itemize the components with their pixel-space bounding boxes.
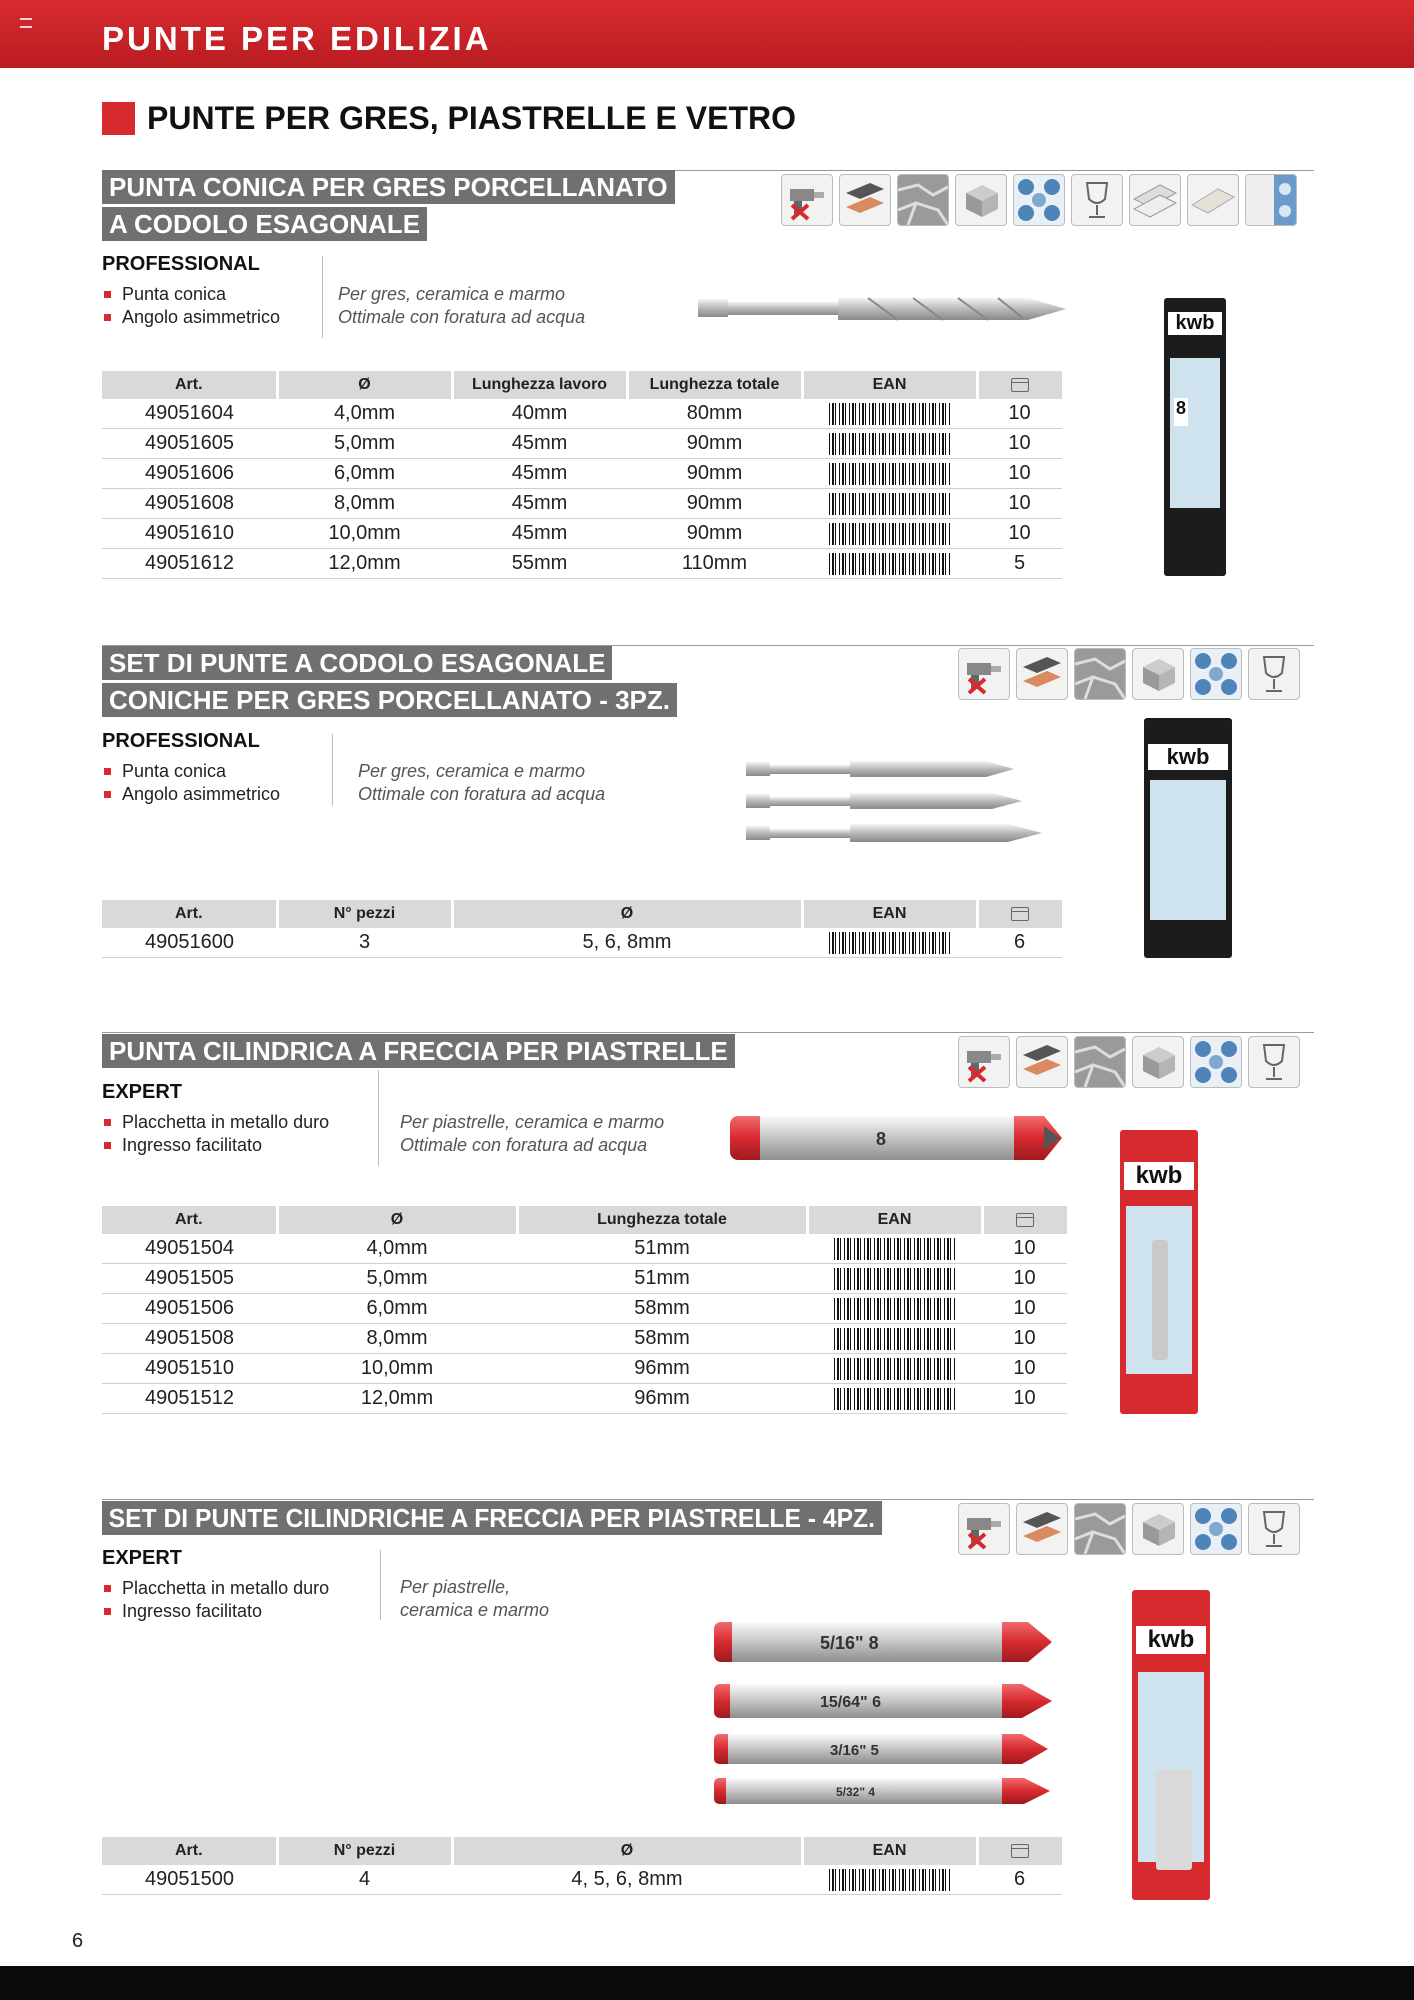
drill-size-label: 5/16" 8 [820,1633,879,1653]
marble-block-icon [955,174,1007,226]
drill-bit-image [698,290,1068,328]
material-icons [775,174,1297,226]
table-header [977,1837,1062,1865]
ceramic-tile-icon [1013,174,1065,226]
table-header: N° pezzi [277,1837,452,1865]
marble-block-icon [1132,1503,1184,1555]
drill-icon [958,1036,1010,1088]
glass-icon [1248,1036,1300,1088]
usage-notes: Per piastrelle, ceramica e marmo Ottimale con foratura ad acqua [400,1112,665,1155]
feature-item: Ingresso facilitato [102,1600,329,1623]
column-divider [380,1550,381,1620]
ceramic-tile-icon [1190,1503,1242,1555]
ean-barcode [829,493,951,515]
ean-barcode [829,403,951,425]
table-header: EAN [807,1206,982,1234]
feature-list [102,1111,329,1157]
feature-item: Placchetta in metallo duro [102,1577,329,1600]
spec-table [102,1837,1062,1895]
table-row: 49051600 3 5, 6, 8mm 6 [102,928,1062,958]
ceramic-tile-icon [1190,648,1242,700]
drill-size-label: 3/16" 5 [830,1742,879,1759]
marble-block-icon [1132,1036,1184,1088]
table-row: 49051506 6,0mm 58mm 10 [102,1294,1067,1324]
product-package-image: kwb [1132,1590,1210,1900]
ean-barcode [834,1328,956,1350]
usage-notes: Per piastrelle, ceramica e marmo [400,1577,550,1620]
stone-icon [1074,648,1126,700]
table-row: 49051606 6,0mm 45mm 90mm 10 [102,459,1062,489]
table-header: Lunghezza totale [517,1206,807,1234]
ean-barcode [834,1268,956,1290]
ean-barcode [834,1358,956,1380]
table-row: 49051504 4,0mm 51mm 10 [102,1234,1067,1264]
product-title [102,170,675,244]
spec-table [102,1206,1067,1414]
table-row: 49051508 8,0mm 58mm 10 [102,1324,1067,1354]
table-row: 49051505 5,0mm 51mm 10 [102,1264,1067,1294]
product-title-line: PUNTA CILINDRICA A FRECCIA PER PIASTRELLE [102,1034,735,1068]
drill-set-image [712,1620,1062,1806]
section-title [102,100,796,136]
product-tier: PROFESSIONAL [102,730,260,752]
product-title [102,646,677,720]
stone-icon [897,174,949,226]
product-package-image: kwb [1120,1130,1198,1414]
page-header-title: PUNTE PER EDILIZIA [102,20,492,57]
table-row: 49051500 4 4, 5, 6, 8mm 6 [102,1865,1062,1895]
material-icons [952,1503,1300,1555]
feature-list [102,1577,329,1623]
product-divider [102,1499,1314,1500]
ean-barcode [829,523,951,545]
product-title-line: SET DI PUNTE A CODOLO ESAGONALE [102,646,612,680]
ean-barcode [829,433,951,455]
header-bar [0,0,1414,68]
table-row: 49051604 4,0mm 40mm 80mm 10 [102,399,1062,429]
feature-item: Angolo asimmetrico [102,783,280,806]
drill-bit-image [726,1112,1066,1164]
package-qty-icon [1011,378,1029,392]
drill-icon [781,174,833,226]
table-header [977,900,1062,928]
product-package-image: kwb [1144,718,1232,958]
feature-item: Placchetta in metallo duro [102,1111,329,1134]
package-qty-icon [1011,1844,1029,1858]
product-package-image: kwb 8 [1164,298,1226,576]
section-marker [102,102,135,135]
ean-barcode [829,1869,951,1891]
table-row: 49051510 10,0mm 96mm 10 [102,1354,1067,1384]
spec-table [102,900,1062,958]
marble-slab-icon [1187,174,1239,226]
glass-icon [1071,174,1123,226]
table-header [982,1206,1067,1234]
feature-item: Angolo asimmetrico [102,306,280,329]
table-header: Ø [277,1206,517,1234]
section-title-text: PUNTE PER GRES, PIASTRELLE E VETRO [147,99,796,136]
table-header: Lunghezza totale [627,371,802,399]
drill-icon [958,1503,1010,1555]
table-row: 49051512 12,0mm 96mm 10 [102,1384,1067,1414]
feature-list [102,283,280,329]
table-header: Art. [102,1206,277,1234]
ean-barcode [834,1238,956,1260]
product-divider [102,1032,1314,1033]
glass-icon [1248,1503,1300,1555]
glass-icon [1248,648,1300,700]
table-header: Art. [102,371,277,399]
product-title [102,1034,735,1071]
table-row: 49051612 12,0mm 55mm 110mm 5 [102,549,1062,579]
drill-size-label: 15/64" 6 [820,1694,881,1711]
material-icons [952,1036,1300,1088]
drill-icon [958,648,1010,700]
package-qty-icon [1011,907,1029,921]
table-header: Ø [277,371,452,399]
product-title-line: PUNTA CONICA PER GRES PORCELLANATO [102,170,675,204]
feature-list [102,760,280,806]
table-header: Ø [452,900,802,928]
table-header: Art. [102,900,277,928]
mosaic-tile-icon [1245,174,1297,226]
product-tier: EXPERT [102,1547,183,1569]
package-qty-icon [1016,1213,1034,1227]
table-header: N° pezzi [277,900,452,928]
column-divider [332,734,333,806]
tile-stack-icon [1016,1503,1068,1555]
material-icons [952,648,1300,700]
product-tier: EXPERT [102,1081,183,1103]
tile-stack-icon [1016,1036,1068,1088]
feature-item: Ingresso facilitato [102,1134,329,1157]
feature-item: Punta conica [102,283,280,306]
table-row: 49051608 8,0mm 45mm 90mm 10 [102,489,1062,519]
drill-size-label: 8 [876,1129,887,1149]
footer-bar [0,1966,1414,2000]
product-title-line: A CODOLO ESAGONALE [102,207,427,241]
ean-barcode [834,1298,956,1320]
usage-notes: Per gres, ceramica e marmo Ottimale con foratura ad acqua [358,761,606,804]
product-tier: PROFESSIONAL [102,253,260,275]
feature-item: Punta conica [102,760,280,783]
column-divider [322,256,323,338]
column-divider [378,1070,379,1166]
table-row: 49051610 10,0mm 45mm 90mm 10 [102,519,1062,549]
tile-stack-icon [839,174,891,226]
tile-stack-icon [1016,648,1068,700]
table-header: EAN [802,1837,977,1865]
product-title [102,1501,924,1538]
table-header: Lunghezza lavoro [452,371,627,399]
page-number: 6 [72,1930,84,1952]
ean-barcode [829,932,951,954]
porcelain-slab-icon [1129,174,1181,226]
product-title-line: SET DI PUNTE CILINDRICHE A FRECCIA PER PIASTRELLE - 4PZ. [102,1501,882,1535]
table-header: Art. [102,1837,277,1865]
table-header: Ø [452,1837,802,1865]
product-title-line: CONICHE PER GRES PORCELLANATO - 3PZ. [102,683,677,717]
stone-icon [1074,1036,1126,1088]
ean-barcode [829,463,951,485]
spec-table [102,371,1062,579]
package-size-label: 8 [1174,398,1188,426]
drill-size-label: 5/32" 4 [836,1785,876,1799]
table-header: EAN [802,371,977,399]
ceramic-tile-icon [1190,1036,1242,1088]
stone-icon [1074,1503,1126,1555]
table-header: EAN [802,900,977,928]
usage-notes: Per gres, ceramica e marmo Ottimale con foratura ad acqua [338,284,586,327]
ean-barcode [834,1388,956,1410]
table-row: 49051605 5,0mm 45mm 90mm 10 [102,429,1062,459]
table-header [977,371,1062,399]
menu-icon[interactable] [20,18,32,28]
drill-set-image [746,756,1046,848]
ean-barcode [829,553,951,575]
marble-block-icon [1132,648,1184,700]
